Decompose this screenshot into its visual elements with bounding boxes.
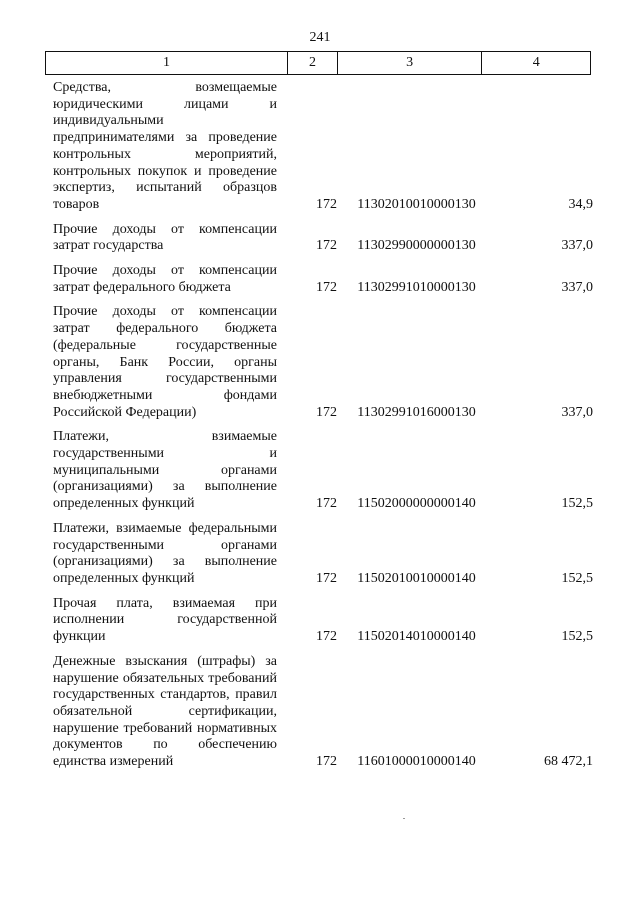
table-row (53, 80, 593, 214)
row-budget-code: 11502000000000140 (357, 496, 476, 512)
row-admin-code: 172 (316, 629, 337, 645)
row-description: Средства, возмещаемые юридическими лицами и индивидуальными предпринимателями за проведение контрольных мероприятий, контрольных покупок и проведение экспертиз, испытаний образцов товаров (53, 80, 277, 212)
row-description: Прочие доходы от компенсации затрат федерального бюджета (федеральные государственные органы, Банк России, органы управления государственными внебюджетными фондами Российской Федерации) (53, 304, 277, 420)
table-row (53, 304, 593, 421)
row-description: Платежи, взимаемые государственными и муниципальными органами (организациями) за выполнение определенных функций (53, 429, 277, 512)
row-budget-code: 11601000010000140 (357, 754, 476, 770)
row-budget-code: 11502014010000140 (357, 629, 476, 645)
table-header (45, 51, 591, 75)
row-description: Платежи, взимаемые федеральными государственными органами (организациями) за выполнение определенных функций (53, 520, 277, 586)
row-admin-code: 172 (316, 238, 337, 254)
row-amount: 337,0 (561, 404, 593, 420)
row-description: Прочая плата, взимаемая при исполнении государственной функции (53, 595, 277, 645)
table-body (53, 80, 593, 779)
row-admin-code: 172 (316, 404, 337, 420)
row-amount: 152,5 (561, 570, 593, 586)
table-row (53, 263, 593, 296)
table-row (53, 521, 593, 588)
row-budget-code: 11302990000000130 (357, 238, 476, 254)
table-row (53, 429, 593, 513)
row-amount: 68 472,1 (544, 754, 593, 770)
row-admin-code: 172 (316, 196, 337, 212)
row-description: Прочие доходы от компенсации затрат федерального бюджета (53, 263, 277, 295)
row-budget-code: 11302991016000130 (357, 404, 476, 420)
row-description: Прочие доходы от компенсации затрат государства (53, 221, 277, 254)
header-col-2: 2 (288, 52, 338, 74)
row-budget-code: 11302991010000130 (357, 279, 476, 295)
table-row (53, 654, 593, 771)
header-col-1: 1 (46, 52, 288, 74)
row-amount: 152,5 (561, 496, 593, 512)
table-row (53, 222, 593, 255)
row-admin-code: 172 (316, 279, 337, 295)
table-row (53, 596, 593, 646)
page-number: 241 (309, 30, 331, 45)
row-amount: 152,5 (561, 629, 593, 645)
row-amount: 34,9 (568, 196, 593, 212)
row-amount: 337,0 (561, 279, 593, 295)
row-budget-code: 11302010010000130 (357, 196, 476, 212)
row-amount: 337,0 (561, 238, 593, 254)
row-admin-code: 172 (316, 570, 337, 586)
row-admin-code: 172 (316, 496, 337, 512)
header-col-3: 3 (338, 52, 482, 74)
header-col-4: 4 (532, 55, 540, 70)
row-budget-code: 11502010010000140 (357, 570, 476, 586)
scan-speck (403, 818, 405, 819)
row-description: Денежные взыскания (штрафы) за нарушение обязательных требований государственных стандартов, правил обязательной сертификации, нарушение требований нормативных документов по обеспечению единства измерений (53, 653, 277, 770)
row-admin-code: 172 (316, 754, 337, 770)
